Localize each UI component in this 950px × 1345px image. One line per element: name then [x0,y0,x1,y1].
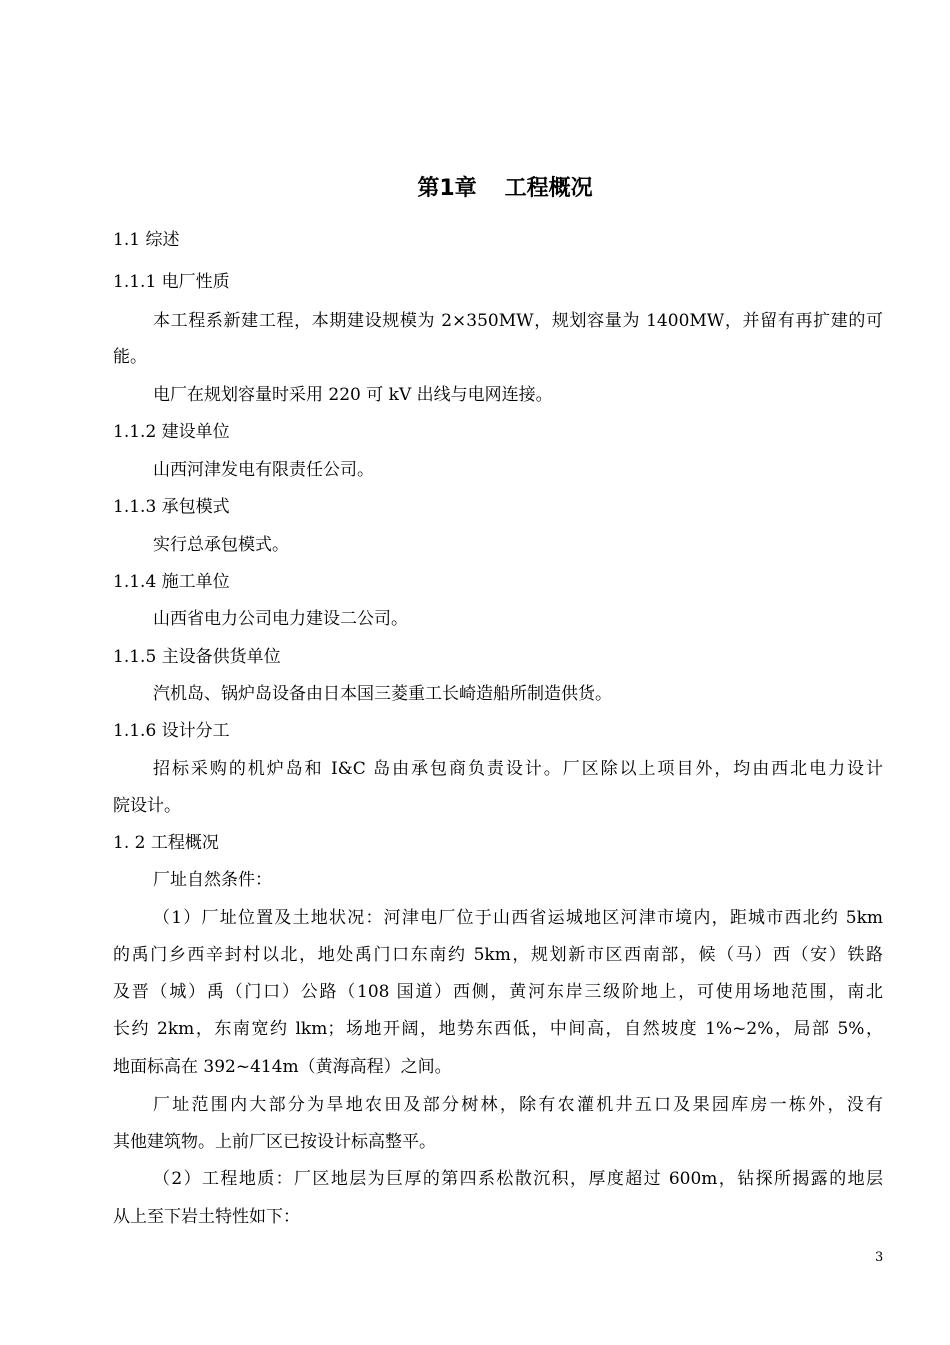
paragraph-line: 能。 [113,347,147,367]
paragraph-line: 电厂在规划容量时采用 220 可 kV 出线与电网连接。 [153,385,553,405]
paragraph-line: 院设计。 [113,796,181,816]
chapter-title: 工程概况 [504,176,593,201]
paragraph-line: （2）工程地质：厂区地层为巨厚的第四系松散沉积，厚度超过 600m，钻探所揭露的地层 [153,1169,883,1189]
paragraph-line: 山西河津发电有限责任公司。 [153,460,374,480]
chapter-heading [0,174,950,204]
paragraph-line: 实行总承包模式。 [153,535,289,555]
paragraph-line: 招标采购的机炉岛和 I&C 岛由承包商负责设计。厂区除以上项目外，均由西北电力设计 [153,759,883,779]
section-heading-1-1-3: 1.1.3 承包模式 [113,497,230,517]
paragraph-line: 本工程系新建工程，本期建设规模为 2×350MW，规划容量为 1400MW，并留有再扩建的可 [153,311,883,331]
section-heading-1-1-6: 1.1.6 设计分工 [113,721,230,741]
section-heading-1-2: 1. 2 工程概况 [113,833,219,853]
paragraph-line: 长约 2km，东南宽约 lkm；场地开阔，地势东西低，中间高，自然坡度 1%~2%，局部 5%， [113,1019,883,1039]
paragraph-line: 厂址自然条件： [153,870,272,890]
paragraph-line: 地面标高在 392~414m（黄海高程）之间。 [113,1057,452,1077]
paragraph-line: 的禹门乡西辛封村以北，地处禹门口东南约 5km，规划新市区西南部，候（马）西（安）铁路 [113,945,883,965]
section-heading-1-1-1: 1.1.1 电厂性质 [113,272,230,292]
paragraph-line: 其他建筑物。上前厂区已按设计标高整平。 [113,1132,436,1152]
paragraph-line: 及晋（城）禹（门口）公路（108 国道）西侧，黄河东岸三级阶地上，可使用场地范围，南北 [113,982,883,1002]
section-heading-1-1-2: 1.1.2 建设单位 [113,422,230,442]
page-number: 3 [875,1250,884,1265]
paragraph-line: （1）厂址位置及土地状况：河津电厂位于山西省运城地区河津市境内，距城市西北约 5km [153,908,883,928]
paragraph-line: 厂址范围内大部分为旱地农田及部分树林，除有农灌机井五口及果园库房一栋外，没有 [153,1095,883,1115]
section-heading-1-1: 1.1 综述 [113,230,180,250]
chapter-number: 第1章 [417,176,477,201]
section-heading-1-1-5: 1.1.5 主设备供货单位 [113,647,281,667]
section-heading-1-1-4: 1.1.4 施工单位 [113,572,230,592]
paragraph-line: 汽机岛、锅炉岛设备由日本国三菱重工长崎造船所制造供货。 [153,684,612,704]
paragraph-line: 从上至下岩土特性如下： [113,1207,300,1227]
paragraph-line: 山西省电力公司电力建设二公司。 [153,609,408,629]
